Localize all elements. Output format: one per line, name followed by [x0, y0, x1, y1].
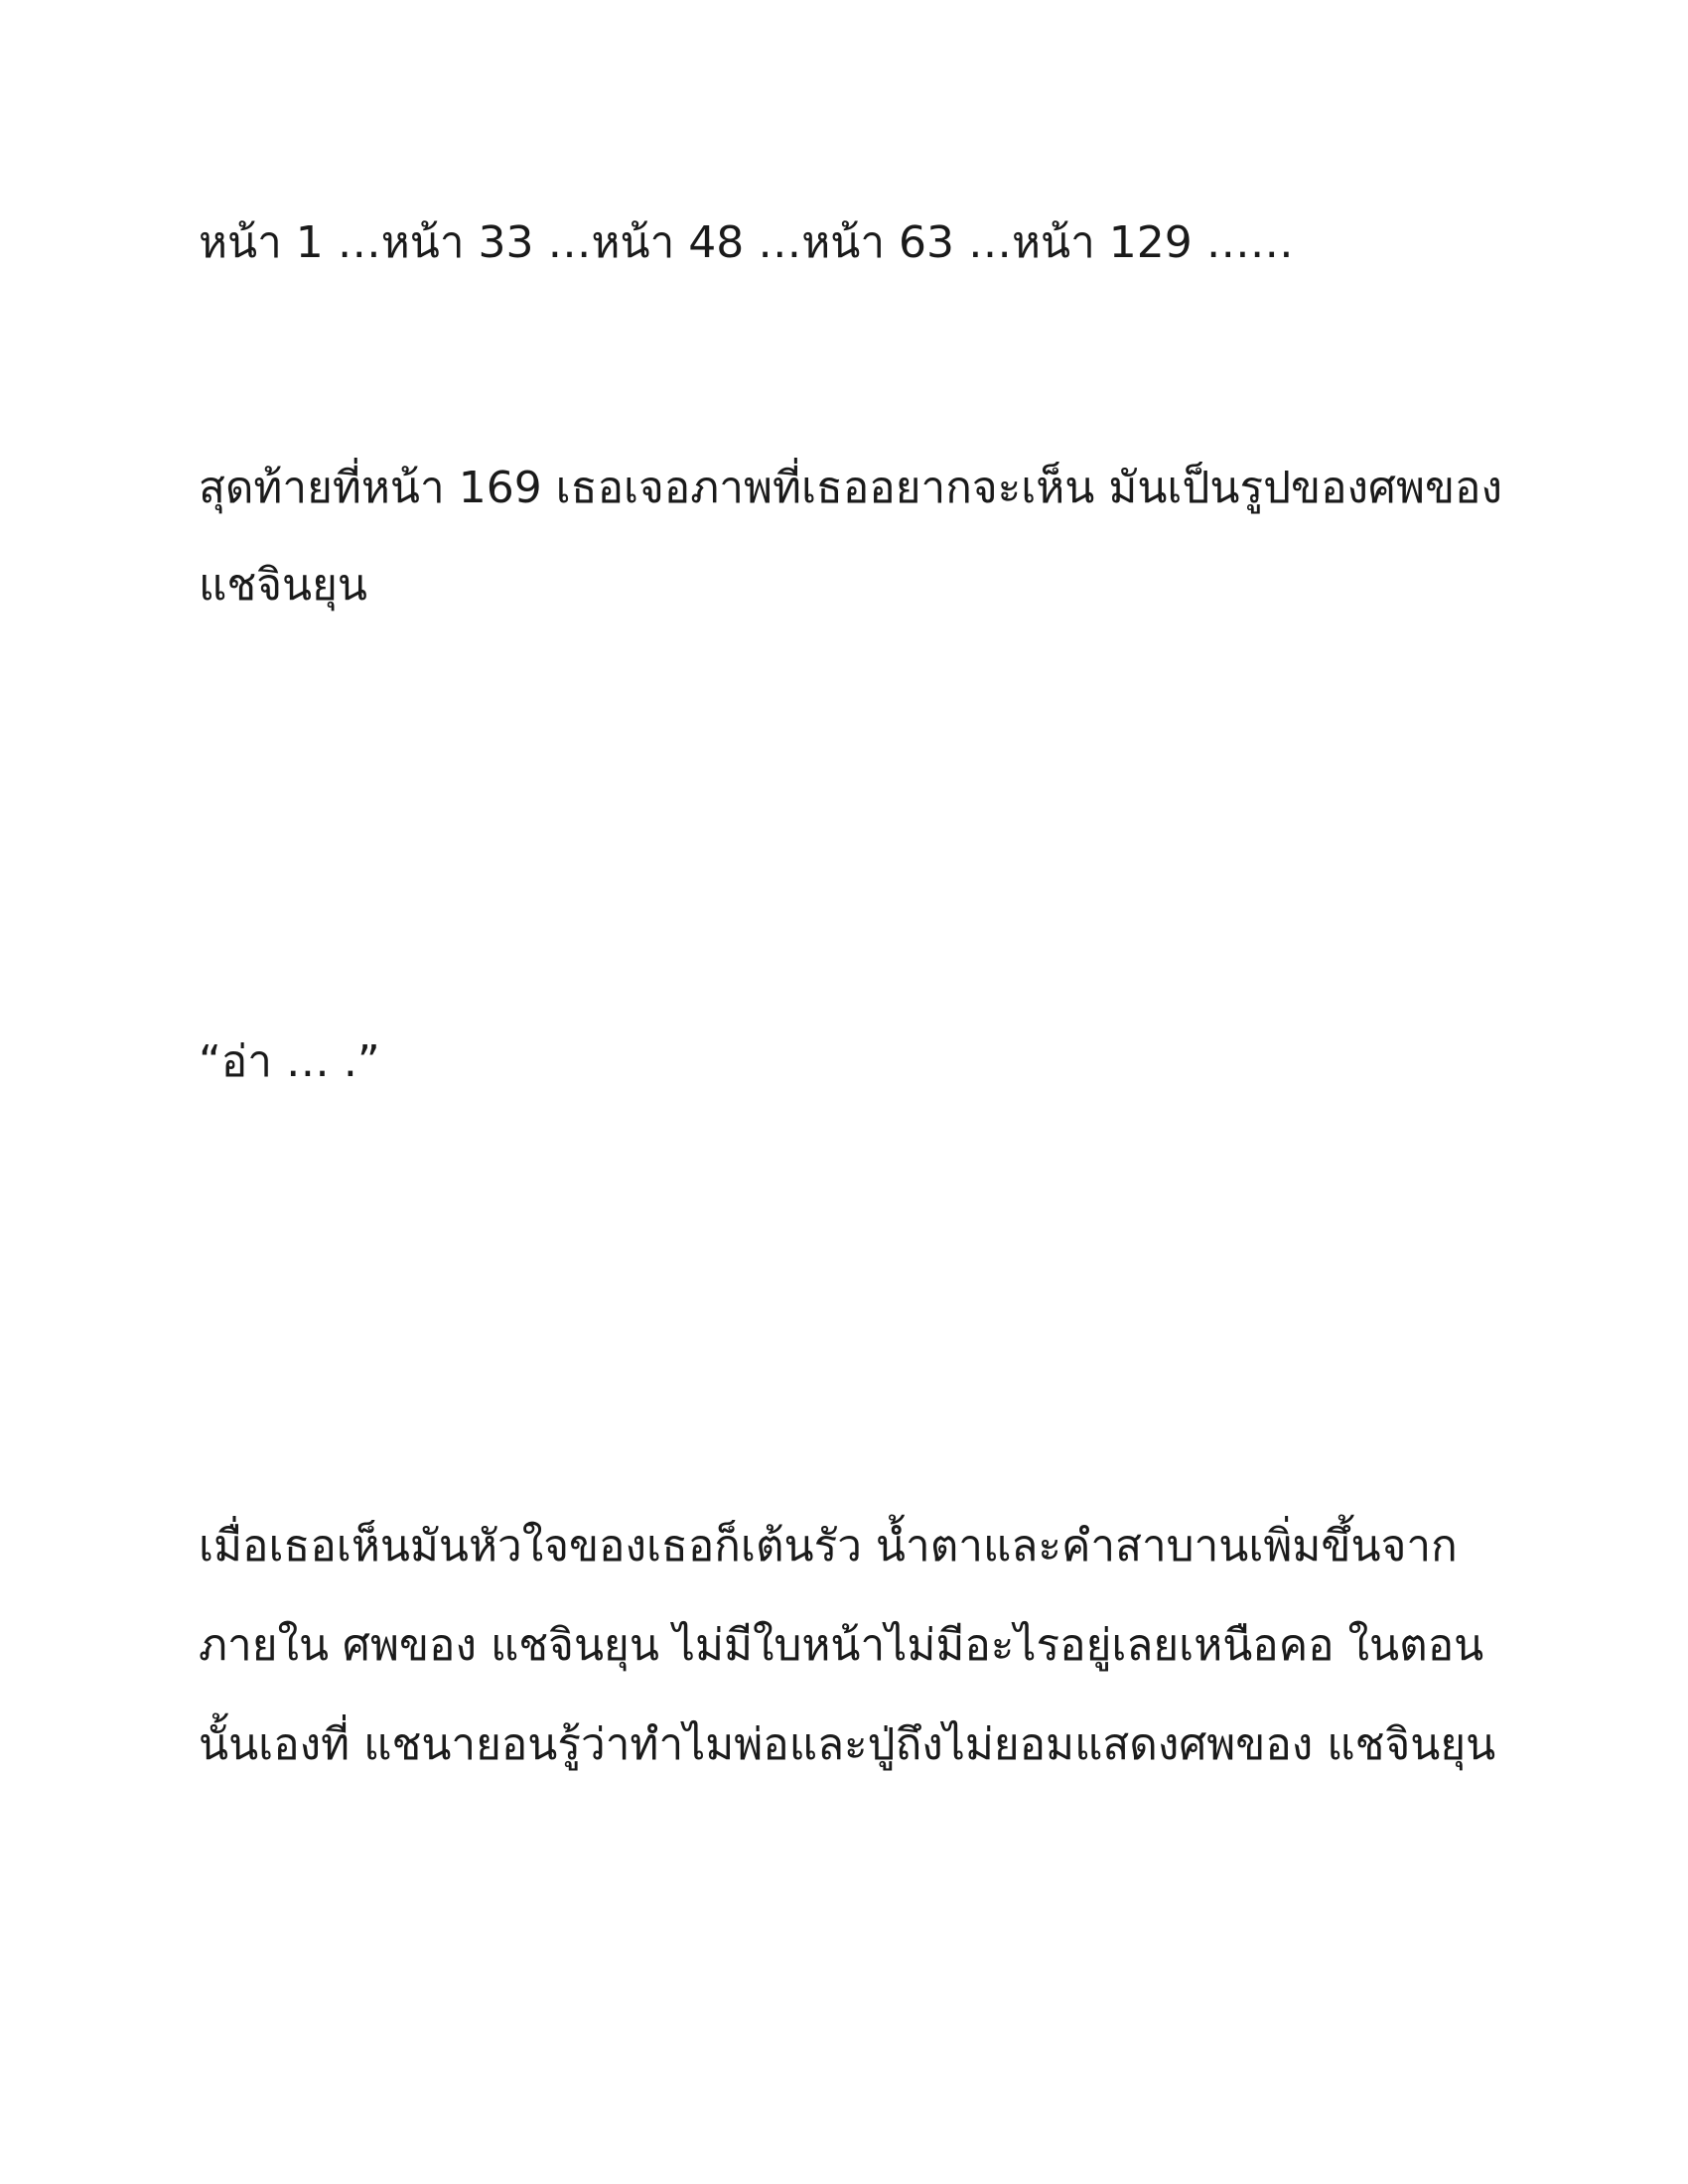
paragraph-line: นั้นเองที่ แชนายอนรู้ว่าทำไมพ่อและปู่ถึงไม่ยอมแสดงศพของ แชจินยุน	[199, 1719, 1496, 1770]
paragraph-line: สุดท้ายที่หน้า 169 เธอเจอภาพที่เธออยากจะเห็น มันเป็นรูปของศพของ	[199, 463, 1502, 513]
page-list-line: หน้า 1 …หน้า 33 …หน้า 48 …หน้า 63 …หน้า 129 ……	[199, 217, 1294, 268]
paragraph-line: เมื่อเธอเห็นมันหัวใจของเธอก็เต้นรัว น้ำตาและคำสาบานเพิ่มขึ้นจาก	[199, 1521, 1458, 1571]
paragraph-line: ภายใน ศพของ แชจินยุน ไม่มีใบหน้าไม่มีอะไรอยู่เลยเหนือคอ ในตอน	[199, 1620, 1484, 1671]
paragraph-line: แชจินยุน	[199, 560, 367, 611]
dialogue-line: “อ่า … .”	[199, 1036, 380, 1087]
